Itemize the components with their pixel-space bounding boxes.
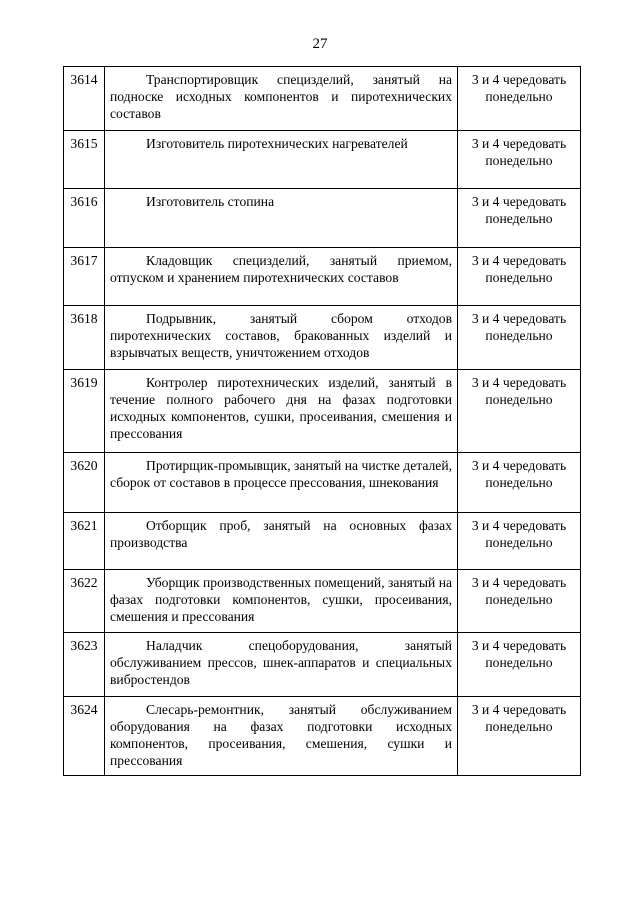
row-occupation: Наладчик спецоборудования, занятый обслуживанием прессов, шнек-аппаратов и специальных вибростендов xyxy=(105,633,458,697)
row-note: 3 и 4 чередовать понедельно xyxy=(458,131,581,189)
row-code: 3621 xyxy=(64,513,105,570)
row-note: 3 и 4 чередовать понедельно xyxy=(458,633,581,697)
row-note: 3 и 4 чередовать понедельно xyxy=(458,189,581,248)
table-row xyxy=(64,513,581,570)
row-occupation: Подрывник, занятый сбором отходов пиротехнических составов, бракованных изделий и взрывчатых веществ, уничтожением отходов xyxy=(105,306,458,370)
row-code: 3623 xyxy=(64,633,105,697)
row-note: 3 и 4 чередовать понедельно xyxy=(458,513,581,570)
row-code: 3624 xyxy=(64,697,105,776)
row-code: 3619 xyxy=(64,370,105,453)
table-row xyxy=(64,131,581,189)
row-note: 3 и 4 чередовать понедельно xyxy=(458,248,581,306)
table-row xyxy=(64,189,581,248)
table-row xyxy=(64,570,581,633)
row-code: 3618 xyxy=(64,306,105,370)
row-code: 3614 xyxy=(64,67,105,131)
row-note: 3 и 4 чередовать понедельно xyxy=(458,697,581,776)
row-occupation: Отборщик проб, занятый на основных фазах производства xyxy=(105,513,458,570)
row-note: 3 и 4 чередовать понедельно xyxy=(458,67,581,131)
row-occupation: Уборщик производственных помещений, занятый на фазах подготовки компонентов, сушки, просеивания, смешения и прессования xyxy=(105,570,458,633)
row-note: 3 и 4 чередовать понедельно xyxy=(458,570,581,633)
row-note: 3 и 4 чередовать понедельно xyxy=(458,306,581,370)
table-row xyxy=(64,697,581,776)
table-row xyxy=(64,306,581,370)
row-occupation: Контролер пиротехнических изделий, занятый в течение полного рабочего дня на фазах подготовки исходных компонентов, сушки, просеивания, смешения и прессования xyxy=(105,370,458,453)
row-occupation: Транспортировщик специзделий, занятый на подноске исходных компонентов и пиротехнических составов xyxy=(105,67,458,131)
row-code: 3615 xyxy=(64,131,105,189)
table-row xyxy=(64,370,581,453)
row-occupation: Кладовщик специзделий, занятый приемом, отпуском и хранением пиротехнических составов xyxy=(105,248,458,306)
occupations-table xyxy=(63,66,581,776)
row-code: 3617 xyxy=(64,248,105,306)
table-row xyxy=(64,67,581,131)
row-occupation: Изготовитель пиротехнических нагревателей xyxy=(105,131,458,189)
row-code: 3616 xyxy=(64,189,105,248)
row-note: 3 и 4 чередовать понедельно xyxy=(458,370,581,453)
table-row xyxy=(64,633,581,697)
row-code: 3620 xyxy=(64,453,105,513)
row-occupation: Протирщик-промывщик, занятый на чистке деталей, сборок от составов в процессе прессования, шнекования xyxy=(105,453,458,513)
row-occupation: Изготовитель стопина xyxy=(105,189,458,248)
table-row xyxy=(64,248,581,306)
row-occupation: Слесарь-ремонтник, занятый обслуживанием оборудования на фазах подготовки исходных компонентов, просеивания, смешения, сушки и прессования xyxy=(105,697,458,776)
page-number: 27 xyxy=(312,36,328,52)
row-note: 3 и 4 чередовать понедельно xyxy=(458,453,581,513)
row-code: 3622 xyxy=(64,570,105,633)
table-row xyxy=(64,453,581,513)
